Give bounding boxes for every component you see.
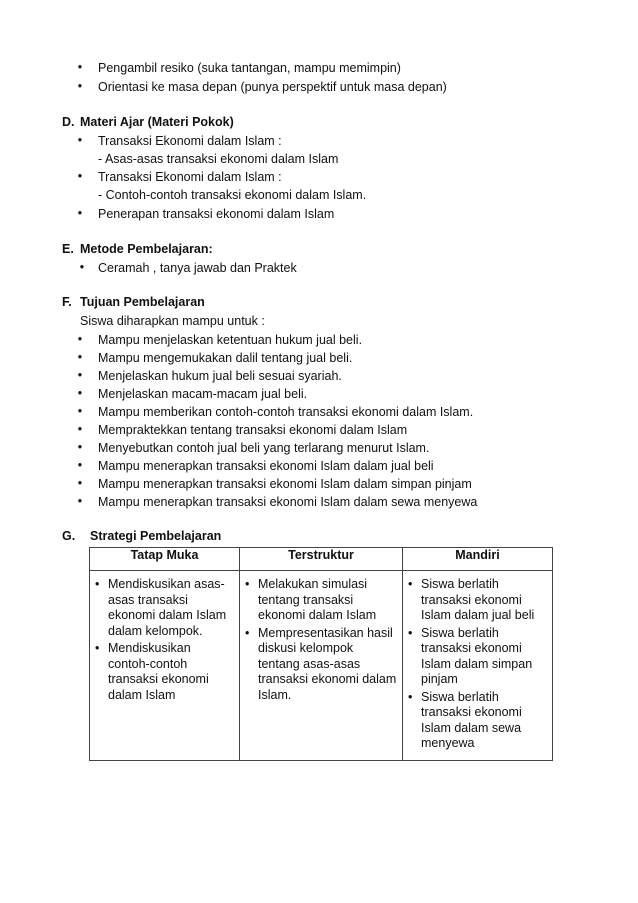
list-item-text: Mendiskusikan contoh-contoh transaksi ekonomi dalam Islam (108, 641, 209, 702)
bullet-icon: • (77, 368, 83, 382)
bullet-icon: • (95, 641, 100, 655)
list-item (244, 626, 398, 704)
section-d-item: Transaksi Ekonomi dalam Islam : (98, 134, 282, 148)
table-header-terstruktur: Terstruktur (240, 548, 403, 571)
section-e-item: Ceramah , tanya jawab dan Praktek (98, 261, 297, 275)
bullet-icon: • (77, 476, 83, 490)
bullet-icon: • (77, 169, 83, 183)
table-cell-terstruktur (240, 571, 403, 761)
table-cell-tatap-muka (90, 571, 240, 761)
list-item-text: Mempresentasikan hasil diskusi kelompok tentang asas-asas transaksi ekonomi dalam Islam. (258, 625, 397, 702)
bullet-icon: • (77, 494, 83, 508)
bullet-icon: • (77, 458, 83, 472)
top-bullet-text: Orientasi ke masa depan (punya perspektif untuk masa depan) (98, 80, 447, 94)
section-d-item: Transaksi Ekonomi dalam Islam : (98, 170, 282, 184)
bullet-icon: • (77, 79, 83, 93)
top-bullet-text: Pengambil resiko (suka tantangan, mampu memimpin) (98, 61, 401, 75)
bullet-icon: • (408, 625, 413, 640)
section-f-intro: Siswa diharapkan mampu untuk : (80, 314, 265, 328)
list-item (407, 626, 548, 688)
bullet-icon: • (77, 422, 83, 436)
bullet-icon: • (408, 689, 413, 704)
strategy-table (89, 547, 553, 761)
section-f-item: Mampu mengemukakan dalil tentang jual beli. (98, 351, 353, 365)
section-f-item: Mampu memberikan contoh-contoh transaksi ekonomi dalam Islam. (98, 405, 474, 419)
list-item-text: Mendiskusikan asas- asas transaksi ekonomi dalam Islam dalam kelompok. (108, 577, 227, 638)
bullet-icon: • (77, 133, 83, 147)
section-f-item: Menjelaskan hukum jual beli sesuai syariah. (98, 369, 342, 383)
section-f-label: F. (62, 295, 72, 309)
list-item-text: Siswa berlatih transaksi ekonomi Islam dalam sewa menyewa (421, 689, 522, 750)
bullet-icon: • (77, 386, 83, 400)
list-item (407, 690, 548, 752)
table-header-mandiri: Mandiri (403, 548, 553, 571)
section-d-subitem: - Asas-asas transaksi ekonomi dalam Islam (98, 152, 339, 166)
table-header-tatap-muka: Tatap Muka (90, 548, 240, 571)
list-item-text: Siswa berlatih transaksi ekonomi Islam dalam jual beli (421, 577, 535, 622)
table-header-row (90, 548, 553, 571)
bullet-icon: • (408, 577, 413, 591)
section-f-item: Mampu menerapkan transaksi ekonomi Islam dalam jual beli (98, 459, 434, 473)
bullet-icon: • (77, 332, 83, 346)
section-d-label: D. (62, 115, 75, 129)
bullet-icon: • (77, 60, 83, 74)
section-f-item: Mampu menerapkan transaksi ekonomi Islam dalam simpan pinjam (98, 477, 472, 491)
section-f-item: Mampu menjelaskan ketentuan hukum jual beli. (98, 333, 363, 347)
section-e-label: E. (62, 242, 74, 256)
section-d-title: Materi Ajar (Materi Pokok) (80, 115, 234, 129)
list-item (244, 577, 398, 624)
list-item-text: Siswa berlatih transaksi ekonomi Islam dalam simpan pinjam (421, 625, 533, 686)
section-f-item: Mempraktekkan tentang transaksi ekonomi dalam Islam (98, 423, 408, 437)
bullet-icon: • (245, 577, 250, 591)
section-f-title: Tujuan Pembelajaran (80, 295, 205, 309)
section-g-title: Strategi Pembelajaran (90, 529, 222, 543)
section-d-subitem: - Contoh-contoh transaksi ekonomi dalam Islam. (98, 188, 367, 202)
bullet-icon: • (77, 206, 83, 220)
section-e-title: Metode Pembelajaran: (80, 242, 213, 256)
section-g-label: G. (62, 529, 76, 543)
bullet-icon: • (77, 440, 83, 454)
section-f-item: Menjelaskan macam-macam jual beli. (98, 387, 308, 401)
list-item (94, 641, 235, 703)
bullet-icon: • (77, 404, 83, 418)
bullet-icon: • (77, 350, 83, 364)
table-row (90, 571, 553, 761)
bullet-icon: • (245, 625, 250, 640)
list-item (407, 577, 548, 624)
list-item (94, 577, 235, 639)
list-item-text: Melakukan simulasi tentang transaksi ekonomi dalam Islam (258, 577, 377, 622)
bullet-icon: • (79, 260, 85, 274)
section-d-item: Penerapan transaksi ekonomi dalam Islam (98, 207, 335, 221)
table-cell-mandiri (403, 571, 553, 761)
bullet-icon: • (95, 577, 100, 591)
section-f-item: Menyebutkan contoh jual beli yang terlarang menurut Islam. (98, 441, 430, 455)
section-f-item: Mampu menerapkan transaksi ekonomi Islam dalam sewa menyewa (98, 495, 478, 509)
